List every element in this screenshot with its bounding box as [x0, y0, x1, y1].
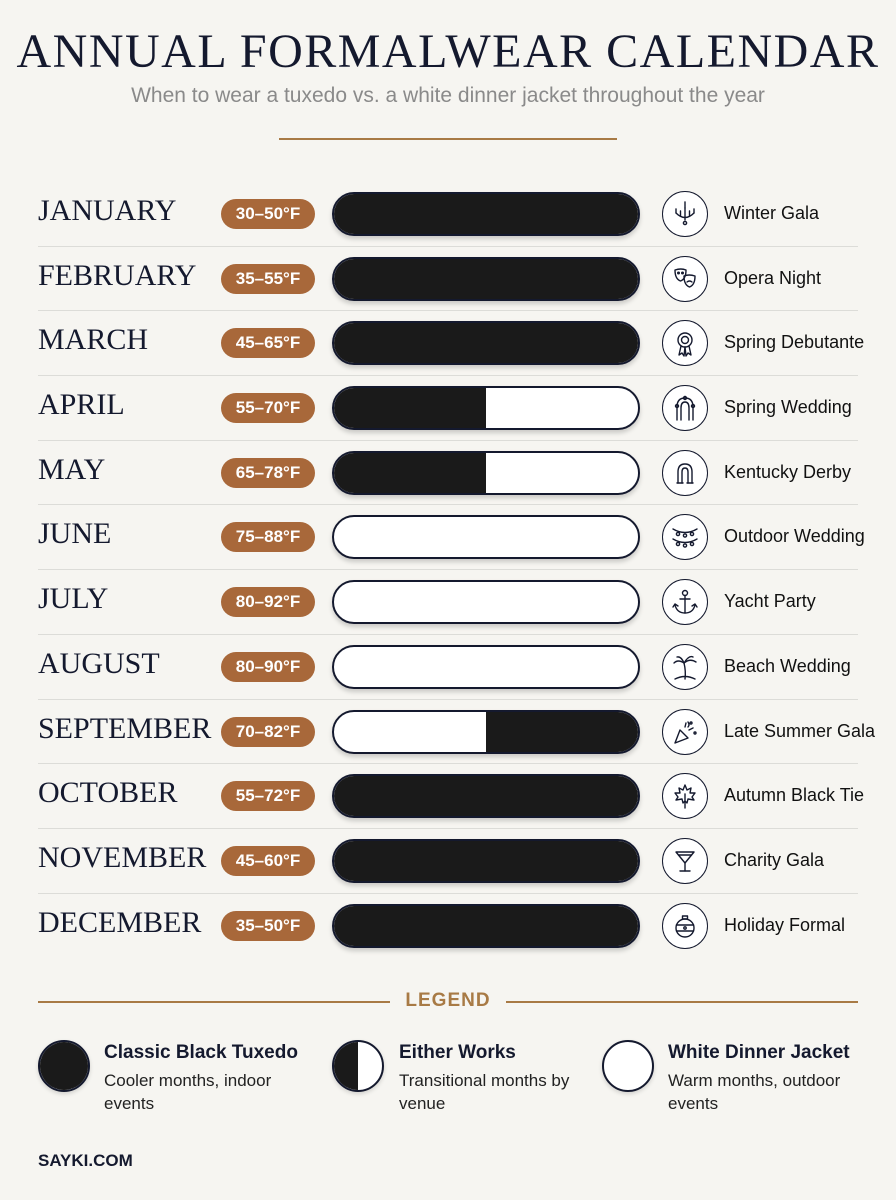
- event-name: Beach Wedding: [724, 655, 851, 676]
- event-name: Late Summer Gala: [724, 720, 876, 741]
- calendar-rows: [38, 182, 876, 957]
- attire-bar: [332, 774, 640, 818]
- maple-leaf-icon: [662, 773, 708, 819]
- temp-range-badge: 80–90°F: [221, 652, 315, 682]
- month-name: APRIL: [38, 388, 125, 422]
- month-row: [38, 570, 858, 635]
- month-row: [38, 700, 876, 765]
- tuxedo-fill: [334, 906, 638, 946]
- temp-range-badge: 45–60°F: [221, 846, 315, 876]
- month-row: [38, 182, 858, 247]
- tuxedo-fill: [334, 194, 638, 234]
- rosette-icon: [662, 320, 708, 366]
- month-row: [38, 376, 858, 441]
- anchor-icon: [662, 579, 708, 625]
- theater-masks-icon: [662, 256, 708, 302]
- attire-bar: [332, 710, 640, 754]
- event-name: Holiday Formal: [724, 914, 846, 935]
- tuxedo-fill: [334, 453, 486, 493]
- event-name: Yacht Party: [724, 591, 816, 612]
- attire-bar: [332, 904, 640, 948]
- chandelier-icon: [662, 191, 708, 237]
- month-row: [38, 829, 858, 894]
- temp-range-badge: 45–65°F: [221, 328, 315, 358]
- temp-range-badge: 80–92°F: [221, 587, 315, 617]
- temp-range-badge: 75–88°F: [221, 522, 315, 552]
- month-name: JANUARY: [38, 194, 177, 227]
- month-row: [38, 635, 858, 700]
- party-popper-icon: [662, 709, 708, 755]
- month-row: [38, 441, 858, 506]
- event-name: Winter Gala: [724, 203, 820, 223]
- temp-range-badge: 65–78°F: [221, 458, 315, 488]
- attire-bar: [332, 321, 640, 365]
- footer-site: SAYKI.COM: [38, 1151, 133, 1170]
- event-name: Autumn Black Tie: [724, 785, 865, 806]
- tuxedo-fill: [334, 388, 486, 428]
- legend-desc-either: Transitional months by venue: [399, 1071, 570, 1113]
- month-name: AUGUST: [38, 646, 160, 680]
- month-row: [38, 247, 858, 312]
- month-name: JUNE: [38, 517, 112, 551]
- attire-bar: [332, 257, 640, 301]
- string-lights-icon: [662, 514, 708, 560]
- event-name: Outdoor Wedding: [724, 526, 865, 547]
- event-name: Spring Wedding: [724, 397, 852, 418]
- attire-bar: [332, 839, 640, 883]
- temp-range-badge: 55–72°F: [221, 781, 315, 811]
- month-row: [38, 764, 865, 829]
- page-title: ANNUAL FORMALWEAR CALENDAR: [16, 25, 880, 78]
- month-name: FEBRUARY: [38, 258, 197, 292]
- month-name: DECEMBER: [38, 905, 202, 939]
- temp-range-badge: 35–55°F: [221, 264, 315, 294]
- month-name: MAY: [38, 452, 106, 486]
- legend-desc-tuxedo: Cooler months, indoor events: [104, 1071, 272, 1113]
- temp-range-badge: 30–50°F: [221, 199, 315, 229]
- cocktail-glass-icon: [662, 838, 708, 884]
- tuxedo-fill: [334, 841, 638, 881]
- legend-desc-jacket: Warm months, outdoor events: [668, 1071, 841, 1113]
- temp-range-badge: 35–50°F: [221, 911, 315, 941]
- attire-bar: [332, 192, 640, 236]
- attire-bar: [332, 386, 640, 430]
- month-row: [38, 311, 865, 376]
- attire-bar: [332, 451, 640, 495]
- tuxedo-fill: [334, 323, 638, 363]
- month-name: MARCH: [38, 323, 149, 357]
- attire-bar: [332, 580, 640, 624]
- month-name: SEPTEMBER: [38, 711, 212, 745]
- event-name: Opera Night: [724, 267, 822, 288]
- ornament-icon: [662, 903, 708, 949]
- temp-range-badge: 70–82°F: [221, 717, 315, 747]
- attire-bar: [332, 645, 640, 689]
- attire-bar: [332, 515, 640, 559]
- floral-arch-icon: [662, 385, 708, 431]
- palm-tree-icon: [662, 644, 708, 690]
- event-name: Charity Gala: [724, 849, 825, 870]
- legend-swatch-jacket: [602, 1040, 654, 1092]
- legend-swatch-either: [332, 1040, 384, 1092]
- legend-name-tuxedo: Classic Black Tuxedo: [104, 1042, 298, 1063]
- temp-range-badge: 55–70°F: [221, 393, 315, 423]
- horseshoe-icon: [662, 450, 708, 496]
- tuxedo-fill: [334, 776, 638, 816]
- title-divider: [279, 138, 617, 140]
- month-name: JULY: [38, 582, 109, 616]
- event-name: Kentucky Derby: [724, 461, 852, 482]
- month-row: [38, 894, 858, 958]
- legend-name-either: Either Works: [399, 1042, 516, 1063]
- month-name: NOVEMBER: [38, 840, 207, 874]
- tuxedo-fill: [486, 712, 638, 752]
- legend-title: LEGEND: [405, 990, 491, 1011]
- month-row: [38, 505, 865, 570]
- page-subtitle: When to wear a tuxedo vs. a white dinner jacket throughout the year: [131, 84, 765, 107]
- legend-swatch-tuxedo: [38, 1040, 90, 1092]
- legend-name-jacket: White Dinner Jacket: [668, 1042, 850, 1063]
- month-name: OCTOBER: [38, 776, 178, 810]
- tuxedo-fill: [334, 259, 638, 299]
- event-name: Spring Debutante: [724, 332, 865, 353]
